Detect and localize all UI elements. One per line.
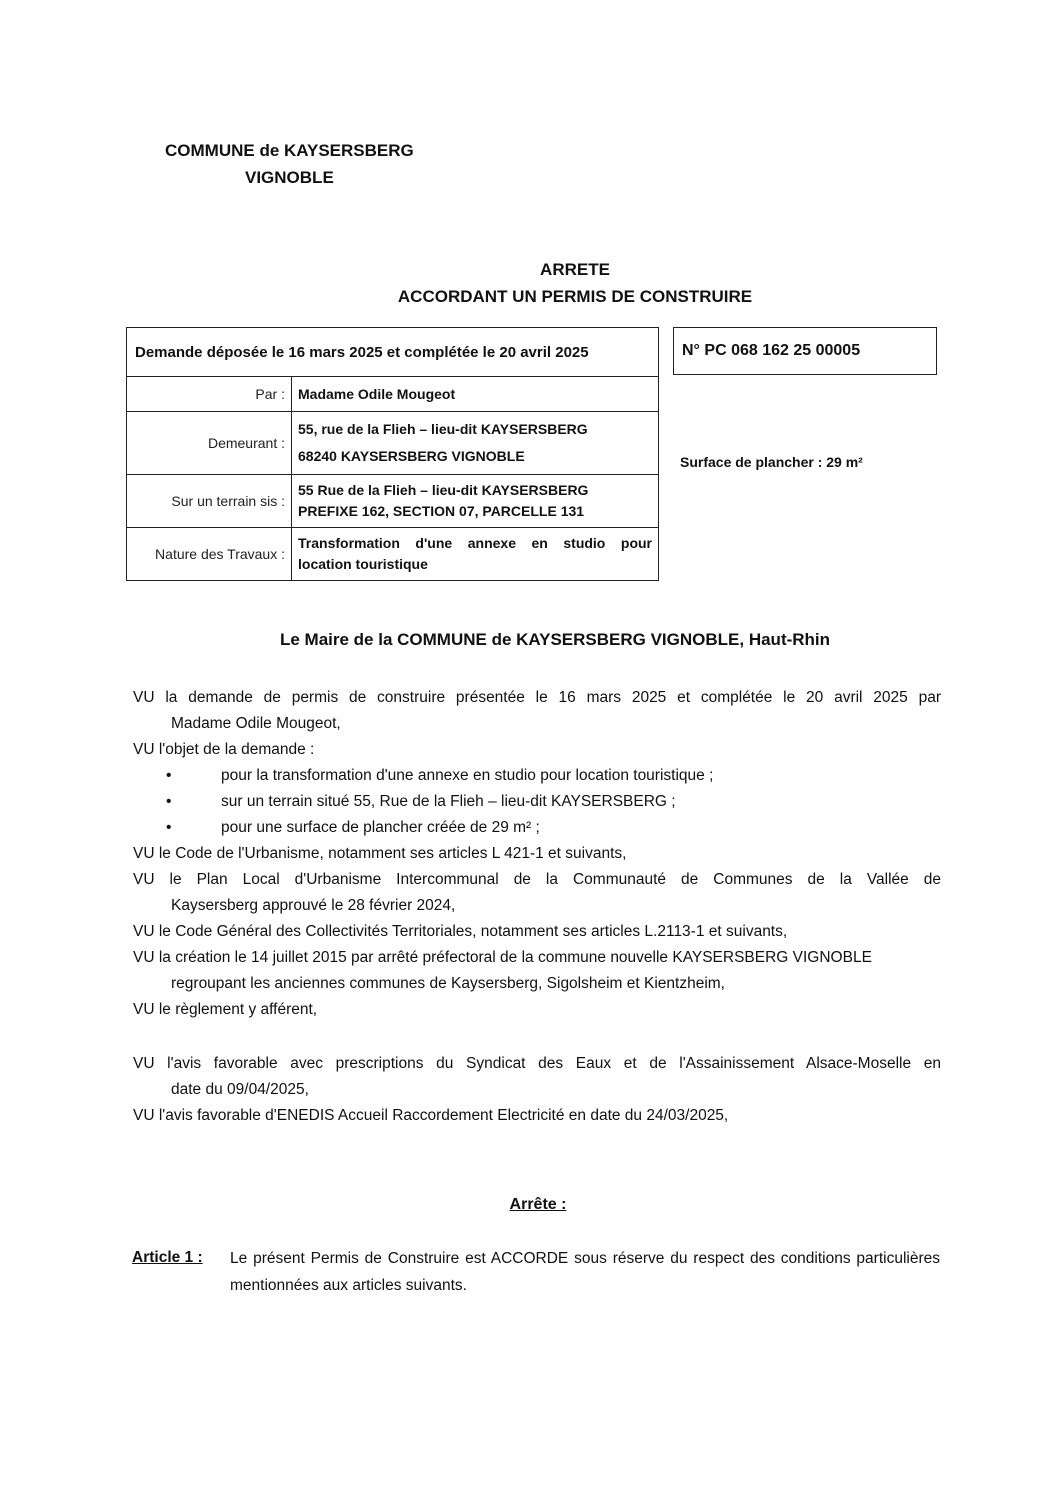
bullet-text: pour une surface de plancher créée de 29 m² ; [221, 819, 540, 836]
table-row [127, 377, 659, 412]
row-value-terrain: 55 Rue de la Flieh – lieu-dit KAYSERSBERG PREFIXE 162, SECTION 07, PARCELLE 131 [292, 475, 659, 528]
list-item [133, 789, 941, 815]
bullet-icon: • [166, 793, 172, 810]
permit-number: N° PC 068 162 25 00005 [682, 342, 861, 359]
row-value-nature: Transformation d'une annexe en studio pour location touristique [292, 528, 659, 581]
vu-syndicat-cont: date du 09/04/2025, [171, 1081, 309, 1098]
floor-surface: Surface de plancher : 29 m² [680, 454, 863, 470]
commune-name-line1: COMMUNE de KAYSERSBERG [165, 141, 414, 160]
vu-plu-cont: Kaysersberg approuvé le 28 février 2024, [171, 897, 456, 914]
request-deposit-text: Demande déposée le 16 mars 2025 et complétée le 20 avril 2025 [127, 328, 659, 377]
table-row [127, 412, 659, 475]
list-item [133, 763, 941, 789]
row-label-par: Par : [127, 377, 292, 412]
vu-cgct: VU le Code Général des Collectivités Territoriales, notamment ses articles L.2113-1 et suivants, [133, 923, 788, 940]
table-row [127, 528, 659, 581]
title-line2: ACCORDANT UN PERMIS DE CONSTRUIRE [397, 287, 753, 306]
vu-syndicat: VU l'avis favorable avec prescriptions du Syndicat des Eaux et de l'Assainissement Alsace-Moselle en [133, 1055, 941, 1072]
vu-objet: VU l'objet de la demande : [133, 741, 315, 758]
mayor-heading: Le Maire de la COMMUNE de KAYSERSBERG VIGNOBLE, Haut-Rhin [279, 630, 831, 649]
row-label-demeurant: Demeurant : [127, 412, 292, 475]
vu-creation-cont: regroupant les anciennes communes de Kaysersberg, Sigolsheim et Kientzheim, [171, 975, 725, 992]
vu-creation: VU la création le 14 juillet 2015 par arrêté préfectoral de la commune nouvelle KAYSERSBERG VIGNOBLE [133, 949, 872, 966]
title-line1: ARRETE [540, 260, 610, 279]
article-1-text: Le présent Permis de Construire est ACCORDE sous réserve du respect des conditions particulières mentionnées aux articles suivants. [230, 1250, 940, 1294]
commune-header [165, 137, 414, 191]
vu-plu: VU le Plan Local d'Urbanisme Intercommunal de la Communauté de Communes de la Vallée de [133, 871, 941, 888]
vu-code-urbanisme: VU le Code de l'Urbanisme, notamment ses articles L 421-1 et suivants, [133, 845, 627, 862]
row-label-nature: Nature des Travaux : [127, 528, 292, 581]
vu-enedis: VU l'avis favorable d'ENEDIS Accueil Raccordement Electricité en date du 24/03/2025, [133, 1107, 729, 1124]
permit-number-box [673, 327, 937, 375]
bullet-icon: • [166, 819, 172, 836]
commune-name-line2: VIGNOBLE [245, 168, 334, 187]
vu-demande: VU la demande de permis de construire présentée le 16 mars 2025 et complétée le 20 avril 2025 par [133, 689, 941, 706]
request-table [126, 327, 659, 581]
row-value-par: Madame Odile Mougeot [292, 377, 659, 412]
bullet-text: pour la transformation d'une annexe en studio pour location touristique ; [221, 767, 714, 784]
bullet-icon: • [166, 767, 172, 784]
table-row [127, 475, 659, 528]
vu-demande-cont: Madame Odile Mougeot, [171, 715, 341, 732]
row-label-terrain: Sur un terrain sis : [127, 475, 292, 528]
request-deposit-row [127, 328, 659, 377]
bullet-text: sur un terrain situé 55, Rue de la Flieh – lieu-dit KAYSERSBERG ; [221, 793, 676, 810]
arrete-heading: Arrête : [509, 1196, 567, 1213]
considerations [133, 685, 941, 1129]
vu-reglement: VU le règlement y afférent, [133, 1001, 318, 1018]
list-item [133, 815, 941, 841]
document-title [0, 256, 1058, 310]
article-1-label: Article 1 : [132, 1249, 203, 1266]
row-value-demeurant: 55, rue de la Flieh – lieu-dit KAYSERSBERG 68240 KAYSERSBERG VIGNOBLE [292, 412, 659, 475]
